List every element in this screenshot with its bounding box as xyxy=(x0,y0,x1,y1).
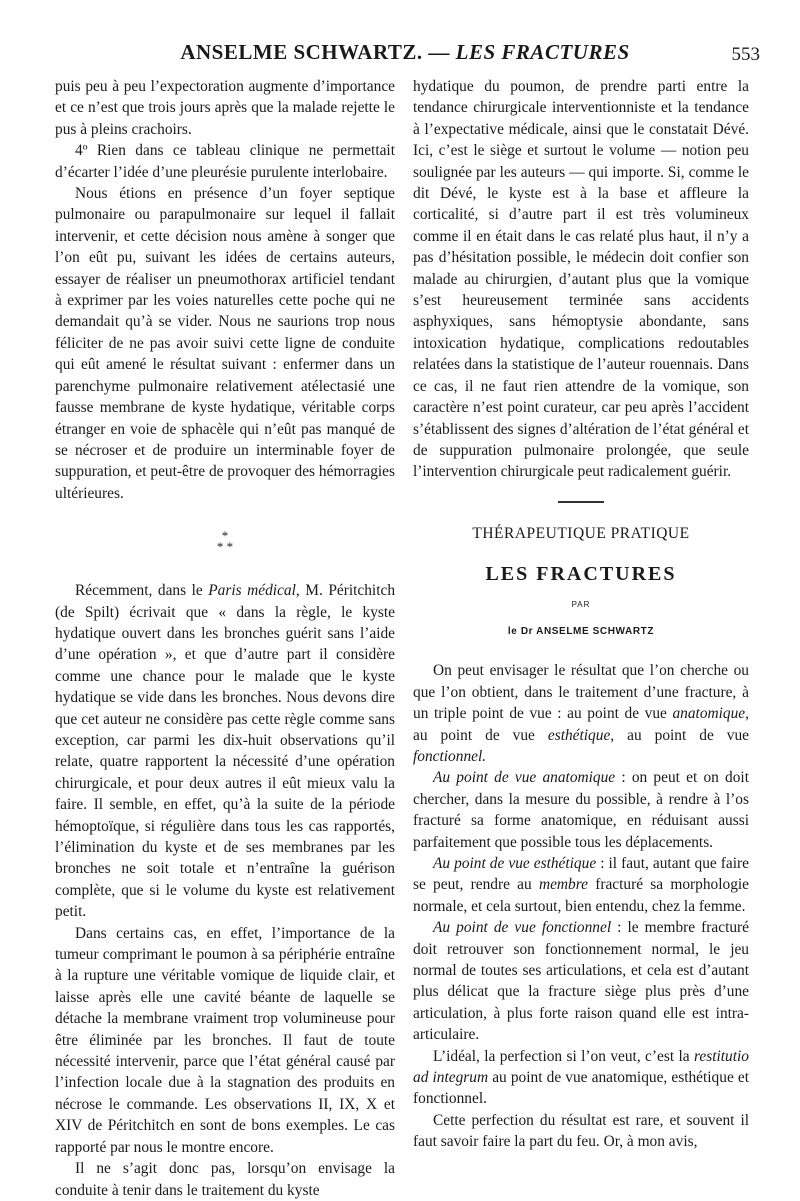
text-run: , M. Péritchitch (de Spilt) écrivait que « dans la règle, le kyste hydatique ouvert dans les bronches guérit sans l’aide d’une opération », et que d’autre part il considère comme une chance pour le malade que le kyste hydatique se vide dans les bronches. Nous devons dire que cet auteur ne considère pas cette règle comme sans exception, car parmi les dix-huit observations qu’il relate, quatre rapportent la nécessité d’une opération chirurgicale, et pour deux autres il eût mieux valu la faire. Il semble, en effet, qu’à la suite de la période hémoptoïque, si régulière dans tous les cas rapportés, l’élimination du kyste et de ses membranes par les bronches ne soit totale et n’entraîne la guérison complète, que si le volume du kyste est relativement petit. xyxy=(55,582,396,921)
emphasis: anatomique xyxy=(672,705,746,723)
paragraph: puis peu à peu l’expectoration augmente d’importance et ce n’est que trois jours après que la malade rejette le pus à pleins crachoirs. xyxy=(55,78,395,138)
journal-title: Paris médical xyxy=(208,582,296,600)
emphasis: esthétique xyxy=(547,726,611,744)
section-heading: THÉRAPEUTIQUE PRATIQUE xyxy=(472,524,690,542)
paragraph xyxy=(413,767,749,853)
emphasis: Au point de vue fonctionnel xyxy=(433,919,612,937)
text-run: On peut envisager le résultat que l’on cherche ou que l’on obtient, dans le traitement d’une fracture, à un triple point de vue : au point de vue xyxy=(413,662,749,723)
paragraph: 4º Rien dans ce tableau clinique ne permettait d’écarter l’idée d’une pleurésie purulente interlobaire. xyxy=(55,142,395,181)
right-column xyxy=(413,76,749,1153)
emphasis: restitutio ad integrum xyxy=(413,1047,749,1087)
text-run: : on peut et on doit chercher, dans la mesure du possible, à rendre à l’os fracturé sa forme anatomique, en réduisant aussi parfaitement que possible tous les déplacements. xyxy=(413,769,749,851)
paragraph xyxy=(413,1046,749,1110)
running-title-subject: LES FRACTURES xyxy=(455,40,630,64)
emphasis: membre xyxy=(538,876,588,894)
paragraph: Cette perfection du résultat est rare, et souvent il faut savoir faire la part du feu. Or, à mon avis, xyxy=(413,1111,749,1151)
running-title xyxy=(50,40,760,65)
section-separator-asterism xyxy=(55,528,395,555)
text-run: : le membre fracturé doit retrouver son fonctionnement normal, le jeu normal de toutes ses articulations, et cela est d’autant plus délicat que la fracture siège plus près d’une articulation, à plus forte raison quand elle est intra-articulaire. xyxy=(413,919,749,1044)
text-run: L’idéal, la perfection si l’on veut, c’est la xyxy=(433,1047,694,1065)
paragraph: Dans certains cas, en effet, l’importance de la tumeur comprimant le poumon à sa périphérie entraîne à la rupture une véritable vomique de liquide clair, et laisse après elle une cavité béante de laquelle se détache la membrane vraiment trop volumineuse pour être éliminée par les bronches. Il faut de toute nécessité intervenir, parce que l’état général causé par l’infection locale due à la stagnation des produits en nécrose le commande. Les observations II, IX, X et XIV de Péritchitch en sont de bons exemples. Le cas rapporté par nous le montre encore. xyxy=(55,924,395,1156)
article-author: le Dr ANSELME SCHWARTZ xyxy=(507,625,655,637)
text-run: , au point de vue xyxy=(610,726,749,744)
emphasis: Au point de vue esthétique xyxy=(433,855,597,872)
text-run: : il faut, autant que faire se peut, rendre au xyxy=(413,855,749,894)
text-run: au point de vue anatomique, esthétique et fonctionnel. xyxy=(413,1069,750,1108)
text-run: fracturé sa morphologie normale, et cela surtout, bien entendu, chez la femme. xyxy=(413,876,749,915)
page-number: 553 xyxy=(731,44,760,65)
paragraph: Nous étions en présence d’un foyer septique pulmonaire ou parapulmonaire sur lequel il fallait intervenir, et cette décision nous amène à songer que l’on eût pu, suivant les idées de certains auteurs, essayer de réaliser un pneumothorax artificiel tendant à exprimer par les voies naturelles cette poche qui ne demandait qu’à se vider. Nous ne saurions trop nous féliciter de ne pas avoir suivi cette ligne de conduite qui eût amené le résultat suivant : enfermer dans un parenchyme pulmonaire relativement atélectasié une fausse membrane de kyste hydatique, véritable corps étranger en voie de sphacèle qui n’eût pas manqué de se nécroser et de produire un interminable foyer de suppuration, et peut-être de provoquer des hémorragies ultérieures. xyxy=(55,185,395,502)
paragraph: hydatique du poumon, de prendre parti entre la tendance chirurgicale interventionniste et la tendance à l’expectative médicale, ainsi que le constatait Dévé. Ici, c’est le siège et surtout le volume — notion peu soulignée par les auteurs — qui importe. Si, comme le dit Dévé, le kyste est à la base et affleure la corticalité, si d’autre part il est très volumineux comme il en était dans le cas relaté plus haut, il n’y a pas d’hésitation possible, le médecin doit confier son malade au chirurgien, d’autant plus que la vomique s’est heureusement terminée sans accidents asphyxiques, sans hémoptysie abondante, sans intoxication hydatique, complications redoutables relatées dans la statistique de l’auteur rouennais. Dans ce cas, il ne faut rien attendre de la vomique, son caractère n’est point curateur, car peu après l’accident s’établissent des signes d’altération de l’état général et de suppuration pulmonaire prolongée, que seule l’intervention chirurgicale peut radicalement guérir. xyxy=(413,78,749,481)
paragraph xyxy=(55,580,395,923)
left-column xyxy=(55,76,395,1201)
text-run: Récemment, dans le xyxy=(75,582,209,600)
paragraph xyxy=(413,853,749,917)
text-run: , au point de vue xyxy=(413,705,749,744)
article-title: LES FRACTURES xyxy=(485,563,677,586)
paragraph: Il ne s’agit donc pas, lorsqu’on envisage la conduite à tenir dans le traitement du kyste xyxy=(55,1160,395,1199)
asterism-top: * xyxy=(221,528,229,544)
paragraph xyxy=(413,917,749,1045)
emphasis: fonctionnel. xyxy=(413,747,487,765)
separator-rule xyxy=(558,501,604,503)
running-title-author: ANSELME SCHWARTZ. — xyxy=(180,40,456,64)
running-header xyxy=(50,40,760,70)
by-label: PAR xyxy=(571,599,591,609)
asterism-bottom: * * xyxy=(216,539,234,555)
paragraph xyxy=(413,660,749,767)
emphasis: Au point de vue anatomique xyxy=(433,769,616,787)
